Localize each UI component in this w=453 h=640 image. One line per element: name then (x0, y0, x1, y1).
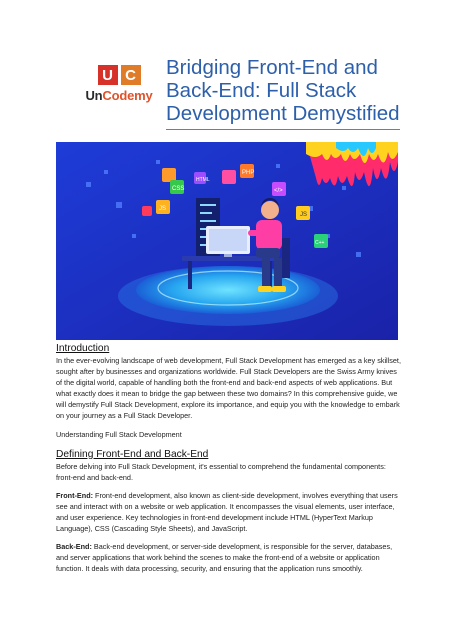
php-tag-label: PHP (242, 170, 255, 176)
logo-wordmark (78, 88, 160, 103)
document-body (56, 343, 402, 575)
title-underline (166, 129, 400, 130)
js-tag-label: JS (159, 206, 167, 212)
introduction-paragraph: In the ever-evolving landscape of web development, Full Stack Development has emerged as a key skillset, sought after by businesses and organizations worldwide. Full Stack Developers are the Swiss Army knives of the digital world, capable of handling both the front-end and back-end aspects of web applications. But what exactly does it mean to bridge the gap between these two domains? In this comprehensive guide, we will demystify Full Stack Development, explore its importance, and equip you with the knowledge to embark on your journey as a Full Stack Developer. (56, 356, 401, 421)
monitor (206, 226, 250, 257)
backend-text: Back-end development, or server-side development, is responsible for the server, databases, and server applications that work behind the scenes to make the front-end of a website or application function. It deals with data processing, security, and ensuring that the application runs smoothly. (56, 542, 393, 574)
hero-illustration (56, 142, 398, 340)
logo-wordmark-codemy: Codemy (102, 88, 153, 103)
logo-wordmark-un: Un (85, 88, 103, 103)
js2-tag-label: JS (300, 212, 308, 218)
backend-lead: Back-End: (56, 542, 92, 552)
frontend-paragraph (56, 490, 402, 534)
understanding-subheading: Understanding Full Stack Development (56, 429, 182, 439)
logo-mark (78, 65, 160, 85)
code-tag-label: </> (274, 188, 283, 194)
defining-heading: Defining Front-End and Back-End (56, 448, 209, 460)
backend-paragraph (56, 541, 402, 574)
frontend-text: Front-end development, also known as client-side development, involves everything that users see and interact with on a website or web application. It encompasses the visual elements, user interface, and user experience. Key technologies in front-end development include HTML (HyperText Markup Language), CSS (Cascading Style Sheets), and JavaScript. (56, 490, 398, 534)
uncodemy-logo (78, 65, 160, 113)
css-tag-label: CSS (172, 186, 185, 192)
logo-letter-c: C (121, 65, 141, 85)
frontend-lead: Front-End: (56, 490, 94, 500)
introduction-heading: Introduction (56, 343, 110, 354)
document-title: Bridging Front-End and Back-End: Full Stack Development Demystified (166, 56, 400, 125)
developer-illustration (56, 142, 398, 340)
html-tag-label: HTML (196, 177, 210, 183)
platform (136, 266, 320, 314)
cpp-tag-label: C++ (315, 240, 325, 246)
defining-paragraph: Before delving into Full Stack Development, it's essential to comprehend the fundamental components: front-end and back-end. (56, 461, 386, 482)
logo-letter-u: U (98, 65, 118, 85)
